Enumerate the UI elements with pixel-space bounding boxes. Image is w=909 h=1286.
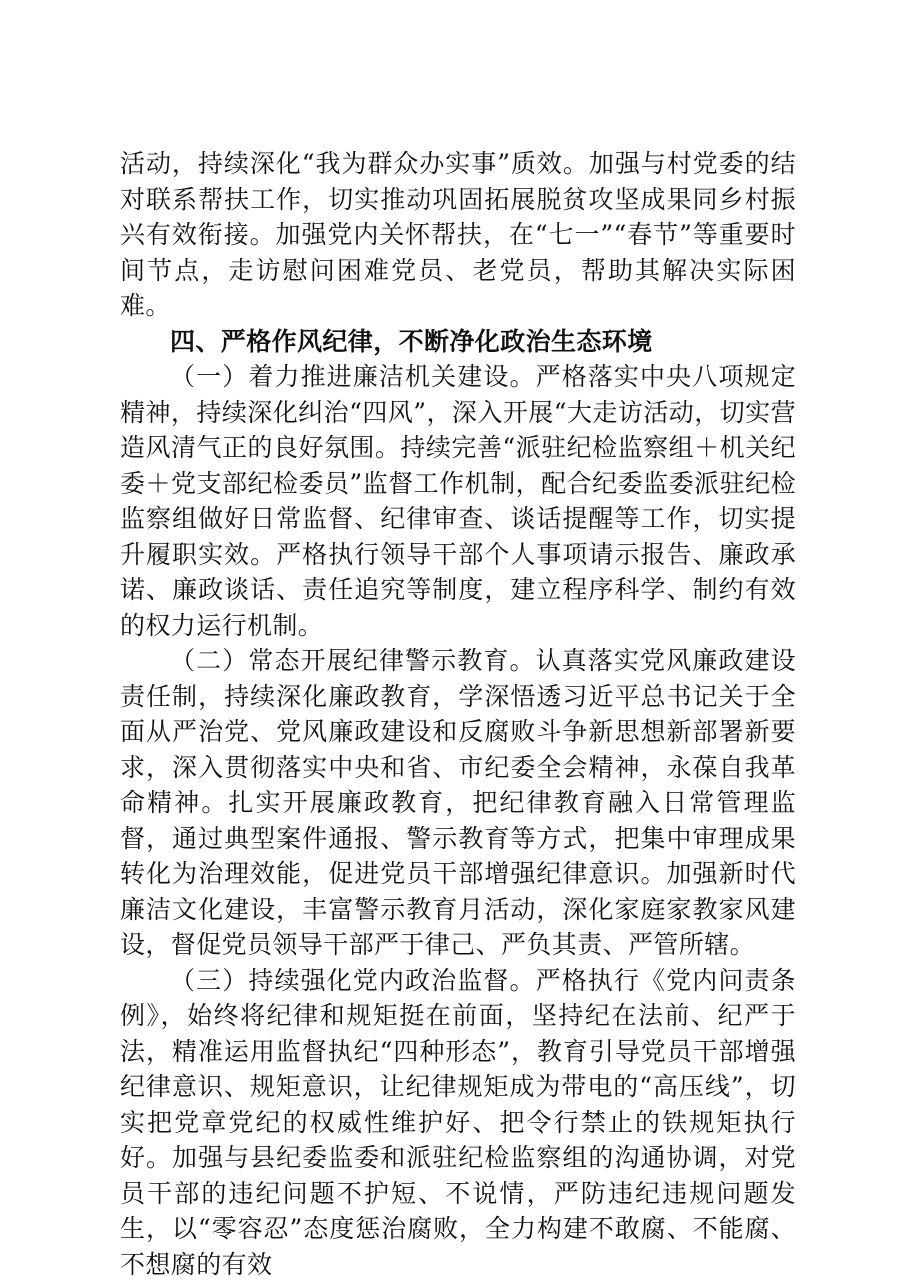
paragraph-political-supervision: （三）持续强化党内政治监督。严格执行《党内问责条例》，始终将纪律和规矩挺在前面，坚持纪在法前、纪严于法，精准运用监督执纪“四种形态”，教育引导党员干部增强纪律意识、规矩意识，让纪律规矩成为带电的“高压线”，切实把党章党纪的权威性维护好、把令行禁止的铁规矩执行好。加强与县纪委监委和派驻纪检监察组的沟通协调，对党员干部的违纪问题不护短、不说情，严防违纪违规问题发生，以“零容忍”态度惩治腐败，全力构建不敢腐、不能腐、不想腐的有效 <box>120 965 796 1279</box>
section-heading-4: 四、严格作风纪律，不断净化政治生态环境 <box>170 326 653 356</box>
paragraph-clean-organ-building: （一）着力推进廉洁机关建设。严格落实中央八项规定精神，持续深化纠治“四风”，深入开展“大走访活动，切实营造风清气正的良好氛围。持续完善“派驻纪检监察组＋机关纪委＋党支部纪检委员”监督工作机制，配合纪委监委派驻纪检监察组做好日常监督、纪律审查、谈话提醒等工作，切实提升履职实效。严格执行领导干部个人事项请示报告、廉政承诺、廉政谈话、责任追究等制度，建立程序科学、制约有效的权力运行机制。 <box>120 362 796 640</box>
paragraph-continuation: 活动，持续深化“我为群众办实事”质效。加强与村党委的结对联系帮扶工作，切实推动巩固拓展脱贫攻坚成果同乡村振兴有效衔接。加强党内关怀帮扶，在“七一”“春节”等重要时间节点，走访慰问困难党员、老党员，帮助其解决实际困难。 <box>120 149 796 320</box>
paragraph-discipline-education: （二）常态开展纪律警示教育。认真落实党风廉政建设责任制，持续深化廉政教育，学深悟透习近平总书记关于全面从严治党、党风廉政建设和反腐败斗争新思想新部署新要求，深入贯彻落实中央和省、市纪委全会精神，永葆自我革命精神。扎实开展廉政教育，把纪律教育融入日常管理监督，通过典型案件通报、警示教育等方式，把集中审理成果转化为治理效能，促进党员干部增强纪律意识。加强新时代廉洁文化建设，丰富警示教育月活动，深化家庭家教家风建设，督促党员领导干部严于律己、严负其责、严管所辖。 <box>120 646 796 959</box>
document-body <box>120 146 796 1282</box>
